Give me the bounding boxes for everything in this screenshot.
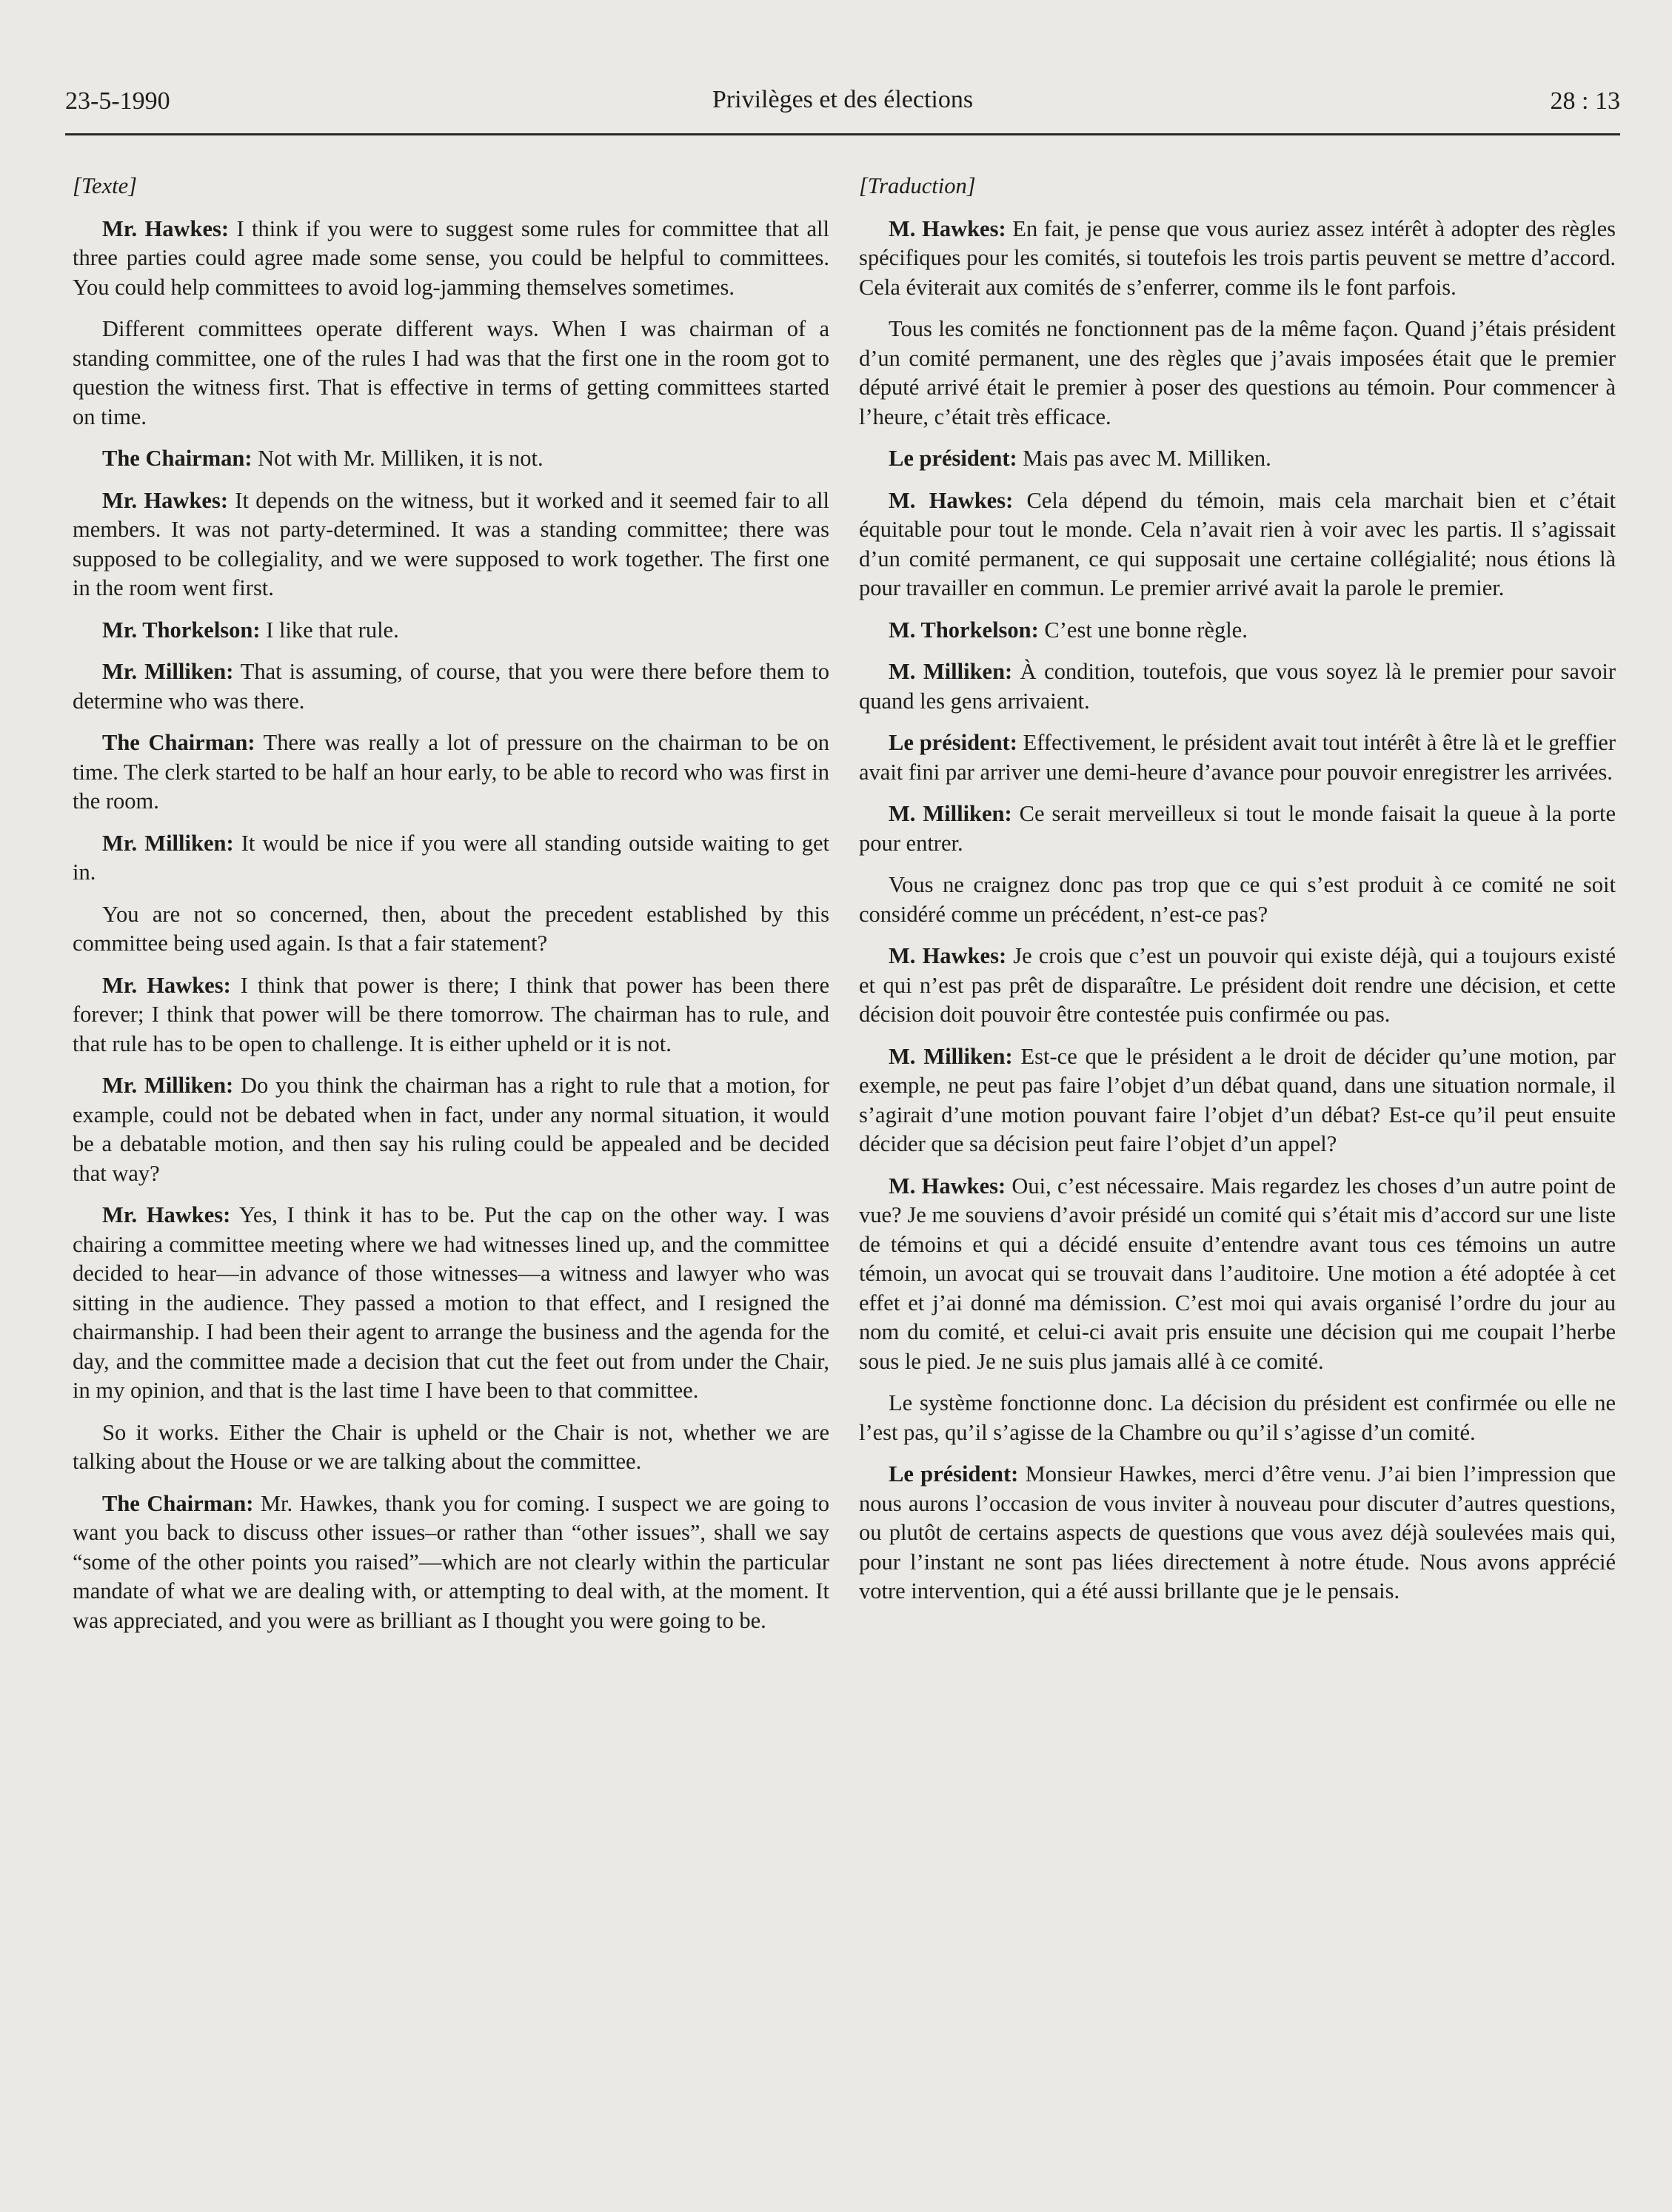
paragraph-text: Not with Mr. Milliken, it is not.: [252, 446, 544, 471]
paragraph: [73, 616, 829, 646]
paragraph-text: Effectivement, le président avait tout intérêt à être là et le greffier avait fini par arriver une demi-heure d’avance pour pouvoir enregistrer les arrivées.: [859, 730, 1616, 785]
paragraph-text: I think if you were to suggest some rules for committee that all three parties could agree made some sense, you could be helpful to committees. You could help committees to avoid log-jamming themselves sometimes.: [73, 215, 829, 300]
speaker-name: Le président:: [889, 446, 1017, 471]
paragraph: [859, 871, 1616, 929]
paragraph: [73, 486, 829, 603]
speaker-name: Mr. Milliken:: [102, 1073, 234, 1098]
paragraph: [73, 315, 829, 432]
paragraph-text: Do you think the chairman has a right to rule that a motion, for example, could not be debated when in fact, under any normal situation, it would be a debatable motion, and then say his ruling could be appealed and be decided that way?: [73, 1073, 830, 1186]
paragraph: [73, 728, 829, 817]
speaker-name: Mr. Milliken:: [102, 659, 234, 684]
paragraph: [859, 444, 1616, 474]
speaker-name: Le président:: [889, 1461, 1019, 1487]
speaker-name: Mr. Milliken:: [102, 830, 234, 856]
paragraph: [859, 215, 1616, 303]
french-column-label: [Traduction]: [859, 173, 976, 198]
paragraph-text: You are not so concerned, then, about the precedent established by this committee being used again. Is that a fair statement?: [73, 901, 829, 956]
paragraph: [859, 616, 1616, 646]
paragraph: [73, 1418, 829, 1477]
speaker-name: The Chairman:: [102, 446, 253, 471]
paragraph: [73, 829, 829, 888]
paragraph: [859, 800, 1616, 858]
speaker-name: Le président:: [889, 730, 1017, 755]
speaker-name: Mr. Hawkes:: [102, 215, 230, 241]
paragraph: [73, 444, 829, 474]
speaker-name: The Chairman:: [102, 730, 255, 755]
speaker-name: M. Thorkelson:: [889, 617, 1039, 643]
paragraph-text: Monsieur Hawkes, merci d’être venu. J’ai bien l’impression que nous aurons l’occasion de vous inviter à nouveau pour discuter d’autres questions, ou plutôt de certains aspects de questions que vous avez déjà soulevées mais qui, pour l’instant ne sont pas liées directement à notre étude. Nous avons apprécié votre intervention, qui a été aussi brillante que je le pensais.: [859, 1461, 1616, 1603]
paragraph-text: Yes, I think it has to be. Put the cap on the other way. I was chairing a committee meeting where we had witnesses lined up, and the committee decided to hear—in advance of those witnesses—a witness and lawyer who was sitting in the audience. They passed a motion to that effect, and I resigned the chairmanship. I had been their agent to arrange the business and the agenda for the day, and the committee made a decision that cut the feet out from under the Chair, in my opinion, and that is the last time I have been to that committee.: [73, 1202, 830, 1403]
paragraph-text: It depends on the witness, but it worked and it seemed fair to all members. It was not party-determined. It was a standing committee; there was supposed to be collegiality, and we were supposed to work together. The first one in the room went first.: [73, 487, 829, 600]
paragraph: [73, 657, 829, 716]
header-date: 23-5-1990: [65, 87, 170, 115]
paragraph-text: Ce serait merveilleux si tout le monde faisait la queue à la porte pour entrer.: [859, 801, 1616, 856]
paragraph-text: There was really a lot of pressure on the chairman to be on time. The clerk started to be half an hour early, to be able to record who was first in the room.: [73, 730, 829, 814]
paragraph: [73, 215, 829, 303]
paragraph: [73, 900, 829, 959]
speaker-name: The Chairman:: [102, 1490, 254, 1516]
paragraph: [859, 1460, 1616, 1606]
speaker-name: Mr. Hawkes:: [102, 972, 231, 998]
paragraph-text: À condition, toutefois, que vous soyez là le premier pour savoir quand les gens arrivaient.: [859, 659, 1616, 714]
french-paragraphs: [859, 215, 1616, 1606]
paragraph: [859, 942, 1616, 1030]
paragraph: [73, 1489, 829, 1636]
paragraph-text: Mais pas avec M. Milliken.: [1017, 446, 1271, 471]
paragraph: [859, 315, 1616, 432]
speaker-name: M. Hawkes:: [889, 215, 1006, 241]
paragraph-text: That is assuming, of course, that you were there before them to determine who was there.: [73, 659, 830, 714]
french-column: [859, 172, 1616, 1619]
paragraph: [73, 1071, 829, 1188]
paragraph: [859, 657, 1616, 716]
paragraph-text: Cela dépend du témoin, mais cela marchait bien et c’était équitable pour tout le monde. Cela n’avait rien à voir avec les partis. Il s’agissait d’un comité permanent, ce qui supposait une certaine collégialité; nous étions là pour travailler en commun. Le premier arrivé avait la parole le premier.: [859, 487, 1616, 600]
paragraph: [73, 1201, 829, 1406]
paragraph-text: So it works. Either the Chair is upheld or the Chair is not, whether we are talking about the House or we are talking about the committee.: [73, 1419, 829, 1474]
speaker-name: M. Hawkes:: [889, 1173, 1006, 1199]
paragraph: [859, 1389, 1616, 1447]
speaker-name: Mr. Thorkelson:: [102, 617, 261, 643]
paragraph-text: Est-ce que le président a le droit de décider qu’une motion, par exemple, ne peut pas faire l’objet d’un débat quand, dans une situation normale, il s’agirait d’une motion pouvant faire l’objet d’un débat? Est-ce qu’il peut ensuite décider que sa décision peut faire l’objet d’un appel?: [859, 1043, 1616, 1156]
paragraph: [859, 1172, 1616, 1377]
speaker-name: M. Milliken:: [889, 659, 1013, 684]
header-rule: [65, 133, 1620, 135]
paragraph-text: Oui, c’est nécessaire. Mais regardez les choses d’un autre point de vue? Je me souviens d’avoir présidé un comité qui s’était mis d’accord sur une liste de témoins et qui a décidé ensuite d’entendre avant tous ces témoins un autre témoin, un avocat qui se trouvait dans l’auditoire. Une motion a été adoptée à cet effet et j’ai donné ma démission. C’est moi qui avais organisé l’ordre du jour au nom du comité, et celui-ci avait pris ensuite une décision qui me coupait l’herbe sous le pied. Je ne suis plus jamais allé à ce comité.: [859, 1173, 1616, 1374]
speaker-name: M. Milliken:: [889, 1043, 1013, 1069]
speaker-name: M. Hawkes:: [889, 943, 1007, 968]
paragraph: [859, 728, 1616, 787]
paragraph-text: Different committees operate different ways. When I was chairman of a standing committee, one of the rules I had was that the first one in the room got to question the witness first. That is effective in terms of getting committees started on time.: [73, 316, 829, 429]
paragraph-text: Vous ne craignez donc pas trop que ce qui s’est produit à ce comité ne soit considéré comme un précédent, n’est-ce pas?: [859, 872, 1616, 927]
paragraph: [73, 971, 829, 1059]
paragraph-text: En fait, je pense que vous auriez assez intérêt à adopter des règles spécifiques pour les comités, si toutefois les trois partis peuvent se mettre d’accord. Cela éviterait aux comités de s’enferrer, comme ils le font parfois.: [859, 215, 1616, 300]
paragraph: [859, 1042, 1616, 1159]
english-column-label: [Texte]: [73, 173, 137, 198]
header-title: Privilèges et des élections: [712, 86, 974, 113]
paragraph-text: It would be nice if you were all standing outside waiting to get in.: [73, 830, 830, 885]
paragraph-text: Tous les comités ne fonctionnent pas de la même façon. Quand j’étais président d’un comité permanent, une des règles que j’avais imposées était que le premier député arrivé était le premier à poser des questions au témoin. Pour commencer à l’heure, c’était très efficace.: [859, 316, 1616, 429]
paragraph-text: I think that power is there; I think that power has been there forever; I think that power will be there tomorrow. The chairman has to rule, and that rule has to be open to challenge. It is either upheld or it is not.: [73, 972, 829, 1056]
paragraph-text: Le système fonctionne donc. La décision du président est confirmée ou elle ne l’est pas, qu’il s’agisse de la Chambre ou qu’il s’agisse d’un comité.: [859, 1390, 1616, 1445]
paragraph-text: Mr. Hawkes, thank you for coming. I suspect we are going to want you back to discuss other issues–or rather than “other issues”, shall we say “some of the other points you raised”—which are not clearly within the particular mandate of what we are dealing with, or attempting to deal with, at the moment. It was appreciated, and you were as brilliant as I thought you were going to be.: [73, 1490, 829, 1633]
header-page-number: 28 : 13: [1550, 87, 1620, 115]
english-column: [73, 172, 829, 1648]
page-header: [65, 81, 1620, 126]
paragraph-text: C’est une bonne règle.: [1038, 617, 1248, 643]
speaker-name: M. Milliken:: [889, 801, 1012, 826]
speaker-name: M. Hawkes:: [889, 487, 1014, 513]
paragraph: [859, 486, 1616, 603]
paragraph-text: Je crois que c’est un pouvoir qui existe déjà, qui a toujours existé et qui n’est pas prêt de disparaître. Le président doit rendre une décision, et cette décision doit pouvoir être contestée puis confirmée ou pas.: [859, 943, 1616, 1027]
english-paragraphs: [73, 215, 829, 1636]
paragraph-text: I like that rule.: [260, 617, 399, 643]
speaker-name: Mr. Hawkes:: [102, 1202, 231, 1227]
speaker-name: Mr. Hawkes:: [102, 487, 228, 513]
